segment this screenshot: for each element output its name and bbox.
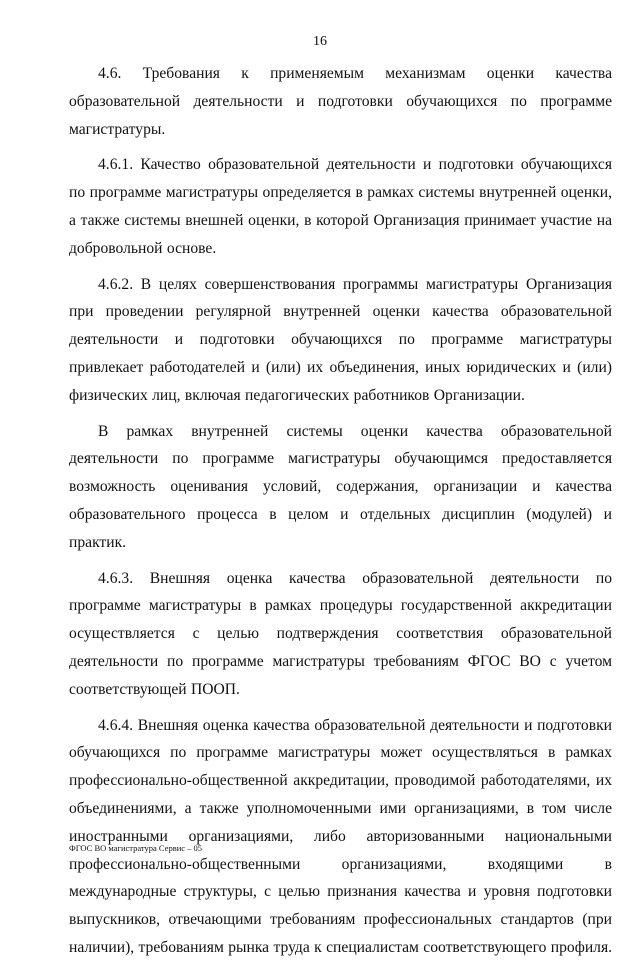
- document-body: [69, 60, 612, 970]
- page-number: 16: [313, 34, 327, 49]
- paragraph-4-6-2: 4.6.2. В целях совершенствования программы магистратуры Организация при проведении регулярной внутренней оценки качества образовательной деятельности и подготовки обучающихся по программе магистратуры привлекает работодателей и (или) их объединения, иных юридических и (или) физических лиц, включая педагогических работников Организации.: [69, 275, 612, 404]
- paragraph-4-6: 4.6. Требования к применяемым механизмам оценки качества образовательной деятельности и подготовки обучающихся по программе магистратуры.: [69, 65, 612, 138]
- paragraph-4-6-1: 4.6.1. Качество образовательной деятельности и подготовки обучающихся по программе магистратуры определяется в рамках системы внутренней оценки, а также системы внешней оценки, в которой Организация принимает участие на добровольной основе.: [69, 156, 612, 257]
- paragraph-4-6-4: 4.6.4. Внешняя оценка качества образовательной деятельности и подготовки обучающихся по программе магистратуры может осуществляться в рамках профессионально-общественной аккредитации, проводимой работодателями, их объединениями, а также уполномоченными ими организациями, в том числе иностранными организациями, либо авторизованными национальными профессионально-общественными организациями, входящими в международные структуры, с целью признания качества и уровня подготовки выпускников, отвечающими требованиям профессиональных стандартов (при наличии), требованиям рынка труда к специалистам соответствующего профиля.: [69, 716, 613, 956]
- document-footer: ФГОС ВО магистратура Сервис – 05: [69, 843, 203, 853]
- paragraph-4-6-3: 4.6.3. Внешняя оценка качества образовательной деятельности по программе магистратуры в рамках процедуры государственной аккредитации осуществляется с целью подтверждения соответствия образовательной деятельности по программе магистратуры требованиям ФГОС ВО с учетом соответствующей ПООП.: [69, 569, 612, 698]
- paragraph-internal-evaluation: В рамках внутренней системы оценки качества образовательной деятельности по программе магистратуры обучающимся предоставляется возможность оценивания условий, содержания, организации и качества образовательного процесса в целом и отдельных дисциплин (модулей) и практик.: [69, 422, 612, 551]
